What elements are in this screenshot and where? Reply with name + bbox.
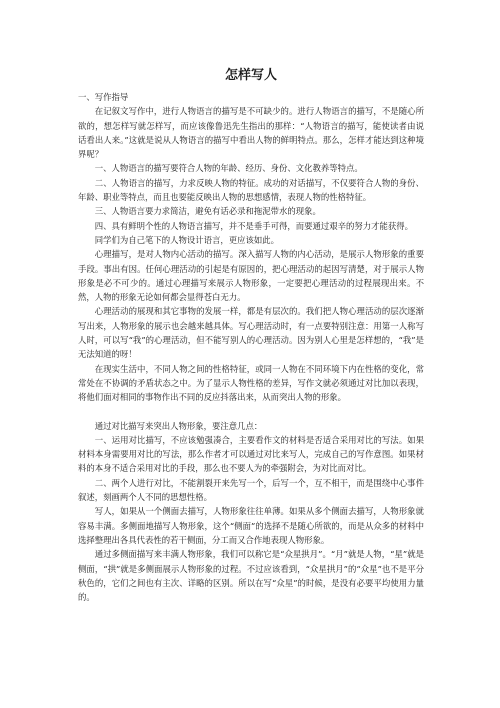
document-page	[78, 68, 424, 604]
document-title: 怎样写人	[224, 68, 277, 83]
paragraph: 通过多侧面描写来丰满人物形象，我们可以称它是“众星拱月”。“月”就是人物，“星”就是侧面，“拱”就是多侧面展示人物形象的过程。不过应该看到，“众星拱月”的“众星”也不是平分秋色的，它们之间也有主次、详略的区别。所以在写“众星”的时候，是没有必要平均使用力量的。	[78, 549, 424, 603]
paragraph-gap	[78, 405, 424, 419]
paragraph: 一、人物语言的描写要符合人物的年龄、经历、身份、文化教养等特点。	[94, 163, 363, 174]
section-writing-guide	[78, 90, 424, 405]
paragraph: 四、具有鲜明个性的人物语言描写，并不是垂手可得，而要通过艰辛的努力才能获得。	[94, 220, 414, 231]
section-heading: 一、写作指导	[78, 92, 129, 102]
paragraph: 在记叙文写作中，进行人物语言的描写是不可缺少的。进行人物语言的描写，不是随心所欲的，想怎样写就怎样写，而应该像鲁迅先生指出的那样：“人物语言的描写，能使读者由说话看出人来。”这就是说从人物语言的描写中看出人物的鲜明特点。那么，怎样才能达到这种境界呢？	[78, 106, 424, 160]
section-heading: 通过对比描写来突出人物形象，要注意几点：	[94, 420, 263, 431]
paragraph: 心理描写，是对人物内心活动的描写。深入描写人物的内心活动，是展示人物形象的重要手段。事出有因。任何心理活动的引起是有原因的，把心理活动的起因写清楚，对于展示人物形象是必不可少的。通过心理描写来展示人物形象，一定要把心理活动的过程展现出来。不然，人物的形象无论如何都会显得苍白无力。	[78, 249, 424, 303]
paragraph: 在现实生活中，不同人物之间的性格特征，或同一人物在不同环境下内在性格的变化，常常处在不协调的矛盾状态之中。为了显示人物性格的差异，写作文就必须通过对比加以表现，将他们面对相同的事物作出不同的反应抖落出来，从而突出人物的形象。	[78, 363, 424, 403]
section-contrast	[78, 419, 424, 605]
paragraph: 心理活动的展现和其它事物的发展一样，都是有层次的。我们把人物心理活动的层次逐渐写出来，人物形象的展示也会越来越具体。写心理活动时，有一点要特别注意：用第一人称写人时，可以写“我”的心理活动，但不能写别人的心理活动。因为别人心里是怎样想的，“我”是无法知道的呀！	[78, 306, 424, 360]
paragraph: 一、运用对比描写，不应该勉强凑合，主要看作文的材料是否适合采用对比的写法。如果材料本身需要用对比的写法，那么作者才可以通过对比来写人，完成自己的写作意图。如果材料的本身不适合采用对比的手段，那么也不要人为的牵强附会，为对比而对比。	[78, 434, 424, 474]
paragraph: 写人，如果从一个侧面去描写，人物形象往往单薄。如果从多个侧面去描写，人物形象就容易丰满。多侧面地描写人物形象，这个“侧面”的选择不是随心所欲的，而是从众多的材料中选择整理出各具代表性的若干侧面，分工而又合作地表现人物形象。	[78, 506, 424, 545]
paragraph: 二、人物语言的描写，力求反映人物的特征。成功的对话描写，不仅要符合人物的身份、年龄、职业等特点，而且也要能反映出人物的思想感情，表现人物的性格特征。	[78, 177, 424, 203]
paragraph: 二、两个人进行对比，不能割裂开来先写一个，后写一个，互不相干，而是围绕中心事件叙述，刻画两个人不同的思想性格。	[78, 477, 424, 503]
paragraph: 同学们为自己笔下的人物设计语言，更应该如此。	[94, 234, 280, 245]
paragraph: 三、人物语言要力求简洁，避免有话必录和拖泥带水的现象。	[94, 206, 321, 217]
